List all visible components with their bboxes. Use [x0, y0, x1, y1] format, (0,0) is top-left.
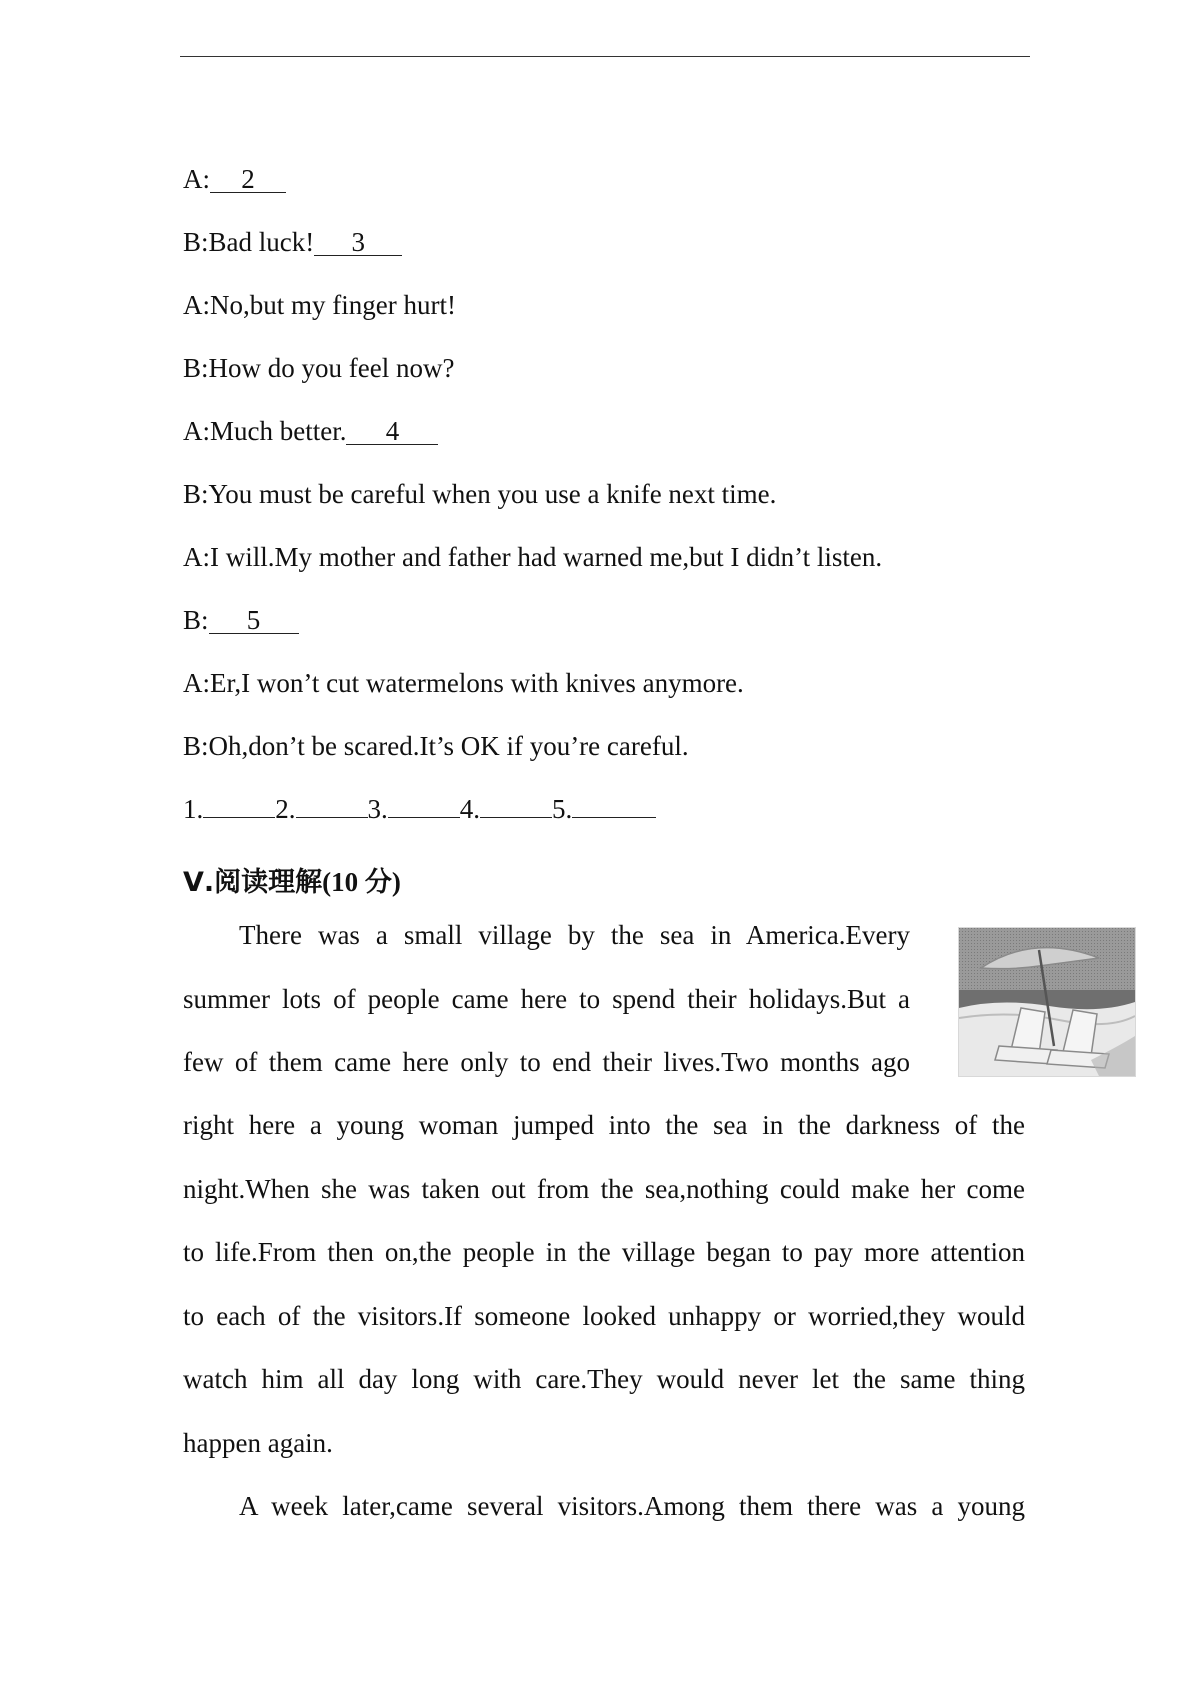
dialogue-line-4: B:How do you feel now? — [183, 353, 455, 383]
section-heading: Ⅴ.阅读理解(10 分) — [183, 867, 401, 898]
dialogue-line-8: B: 5 — [183, 603, 299, 637]
answer-blank-4 — [480, 817, 552, 818]
blank-4: 4 — [346, 418, 438, 445]
passage-text-continued: right here a young woman jumped into the sea in the darkness of the night.When she was taken out from the sea,nothing could make her come to life.From then on,the people in the village began to pay more attention to each of the visitors.If someone looked unhappy or worried,they would watch him all day long with care.They would never let the same thing happen again. A week later,came several visitors.Among them there was a young — [183, 1110, 1025, 1521]
answer-blank-3 — [388, 817, 460, 818]
blank-5: 5 — [209, 607, 299, 634]
dialogue-line-5: A:Much better. 4 — [183, 414, 438, 448]
dialogue-line-7: A:I will.My mother and father had warned me,but I didn’t listen. — [183, 542, 883, 572]
answer-blank-5 — [572, 817, 656, 818]
answer-blank-2 — [296, 817, 368, 818]
dialogue-line-6: B:You must be careful when you use a knife next time. — [183, 479, 777, 509]
blank-2: 2 — [210, 166, 286, 193]
dialogue-line-2: B:Bad luck! 3 — [183, 225, 402, 259]
dialogue-line-3: A:No,but my finger hurt! — [183, 290, 456, 320]
dialogue-line-10: B:Oh,don’t be scared.It’s OK if you’re careful. — [183, 731, 689, 761]
beach-umbrella-chairs-icon — [958, 927, 1136, 1077]
answer-line: 1. 2. 3. 4. 5. — [183, 792, 656, 826]
blank-3: 3 — [314, 229, 402, 256]
answer-blank-1 — [203, 817, 275, 818]
top-rule — [180, 56, 1030, 57]
passage-text: There was a small village by the sea in America.Every summer lots of people came here to spend their holidays.But a few of them came here only to end their lives.Two months ago — [183, 920, 910, 1077]
dialogue-line-1: A: 2 — [183, 162, 286, 196]
dialogue-line-9: A:Er,I won’t cut watermelons with knives anymore. — [183, 668, 744, 698]
